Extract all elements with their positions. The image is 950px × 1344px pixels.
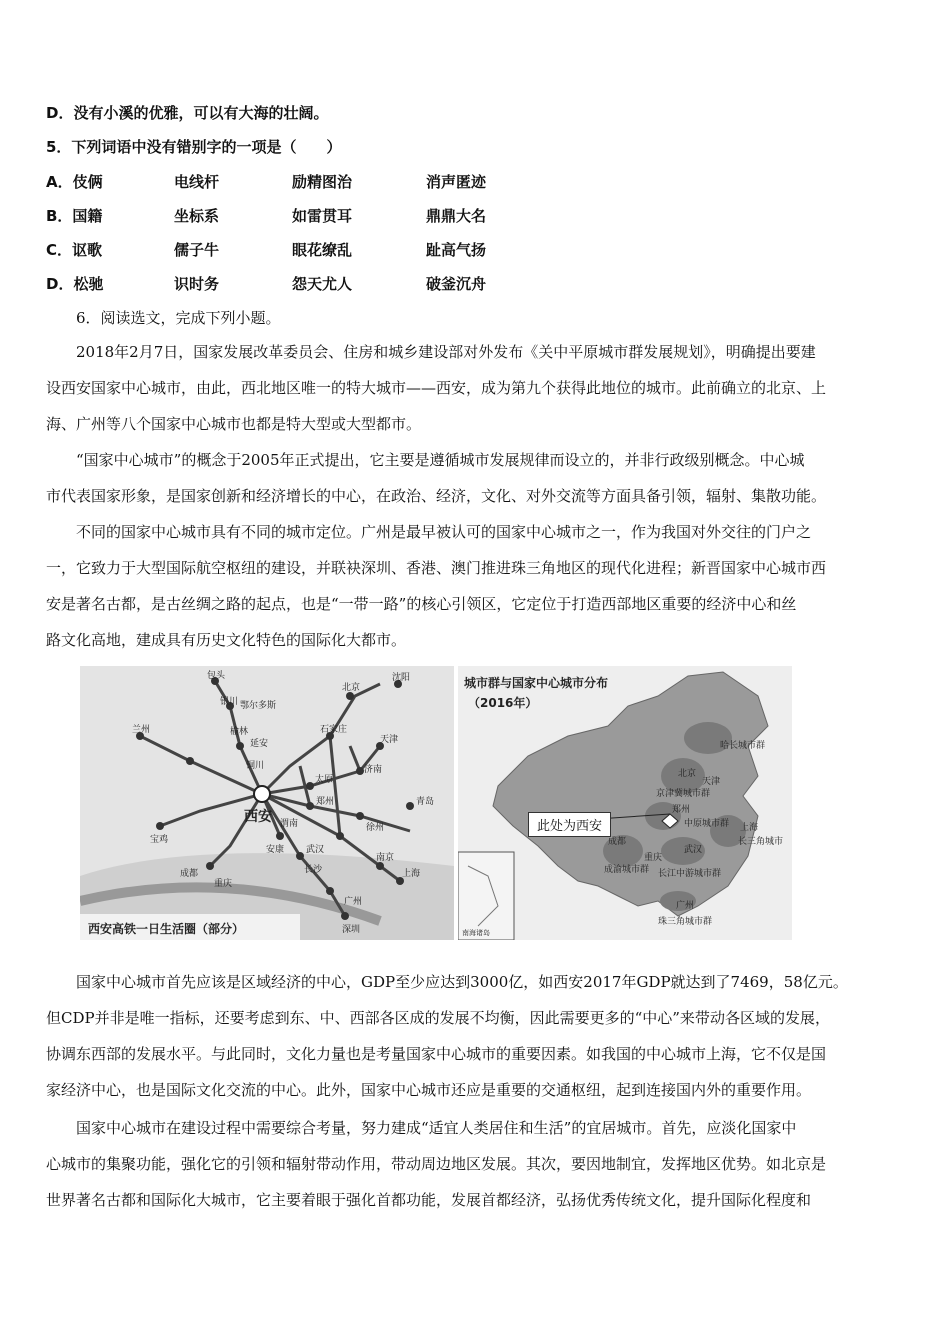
option-word: 儒子牛 — [174, 241, 220, 259]
city-label: 包头 — [207, 671, 226, 681]
xian-center-label: 西安 — [244, 809, 272, 825]
city-label: 兰州 — [132, 725, 151, 735]
city-label: 安康 — [266, 845, 285, 855]
city-label: 武汉 — [306, 845, 325, 855]
xian-callout: 此处为西安 — [528, 812, 611, 837]
option-word: 励精图治 — [292, 173, 353, 191]
paragraph-line: 安是著名古都，是古丝绸之路的起点，也是“一带一路”的核心引领区，它定位于打造西部地区重要的经济中心和丝 — [46, 595, 797, 613]
paragraph-4 — [46, 964, 908, 1108]
paragraph-1 — [46, 334, 908, 442]
paragraph-line: 世界著名古都和国际化大城市，它主要着眼于强化首都功能，发展首都经济，弘扬优秀传统文化，提升国际化程度和 — [46, 1191, 812, 1209]
map-label: 郑州 — [672, 805, 691, 815]
option-label: B．国籍 — [46, 207, 103, 225]
map-label: 武汉 — [684, 845, 703, 855]
paragraph-line: 国家中心城市首先应该是区域经济的中心，GDP至少应达到3000亿，如西安2017年GDP就达到了7469，58亿元。 — [76, 973, 848, 991]
option-word: 趾高气扬 — [426, 241, 487, 259]
paragraph-line: 市代表国家形象，是国家创新和经济增长的中心，在政治、经济，文化、对外交流等方面具备引领，辐射、集散功能。 — [46, 487, 827, 505]
china-city-cluster-map — [458, 666, 792, 940]
option-word: 鼎鼎大名 — [426, 207, 487, 225]
map-label: 南海诸岛 — [462, 929, 490, 937]
figure — [80, 666, 792, 940]
city-label: 长沙 — [304, 865, 323, 875]
map-label: 天津 — [702, 777, 721, 787]
map-year: （2016年） — [468, 696, 538, 710]
city-label: 南京 — [376, 853, 395, 863]
city-label: 郑州 — [316, 797, 335, 807]
city-label: 榆林 — [230, 727, 249, 737]
option-label: C．讴歌 — [46, 241, 103, 259]
city-label: 太原 — [315, 775, 334, 785]
map-label: 重庆 — [644, 853, 663, 863]
city-label: 铜川 — [246, 761, 265, 771]
option-label: D．松驰 — [46, 275, 104, 293]
paragraph-2 — [46, 442, 908, 514]
city-label: 上海 — [402, 869, 421, 879]
option-word: 眼花缭乱 — [292, 241, 353, 259]
paragraph-line: 2018年2月7日，国家发展改革委员会、住房和城乡建设部对外发布《关中平原城市群发展规划》，明确提出要建 — [76, 343, 816, 361]
xian-rail-map — [80, 666, 454, 940]
option-word: 如雷贯耳 — [292, 207, 353, 225]
city-label: 北京 — [342, 683, 361, 693]
map-label: 上海 — [740, 823, 759, 833]
option-word: 识时务 — [174, 275, 220, 293]
map-label: 中原城市群 — [684, 819, 730, 829]
city-label: 石家庄 — [320, 725, 348, 735]
city-label: 广州 — [344, 897, 363, 907]
map-label: 哈长城市群 — [720, 741, 766, 751]
paragraph-line: 家经济中心，也是国际文化交流的中心。此外，国家中心城市还应是重要的交通枢纽，起到连接国内外的重要作用。 — [46, 1081, 812, 1099]
city-label: 沈阳 — [392, 673, 411, 683]
map-label: 广州 — [676, 901, 695, 911]
paragraph-line: “国家中心城市”的概念于2005年正式提出，它主要是遵循城市发展规律而设立的，并非行政级别概念。中心城 — [76, 451, 805, 469]
city-label: 宝鸡 — [150, 835, 169, 845]
map-label: 成都 — [608, 837, 627, 847]
city-label: 深圳 — [342, 925, 361, 935]
map-label: 长三角城市 — [738, 837, 784, 847]
q5-stem: 5．下列词语中没有错别字的一项是（ ） — [46, 138, 342, 156]
map-label: 长江中游城市群 — [658, 869, 722, 879]
city-label: 鄂尔多斯 — [240, 701, 277, 711]
city-label: 青岛 — [416, 797, 435, 807]
paragraph-3 — [46, 514, 908, 658]
city-label: 天津 — [380, 735, 399, 745]
paragraph-line: 一，它致力于大型国际航空枢纽的建设，并联袂深圳、香港、澳门推进珠三角地区的现代化进程；新晋国家中心城市西 — [46, 559, 827, 577]
city-label: 重庆 — [214, 879, 233, 889]
paragraph-line: 路文化高地，建成具有历史文化特色的国际化大都市。 — [46, 631, 407, 649]
option-word: 怨天尤人 — [292, 275, 353, 293]
city-label: 济南 — [364, 765, 383, 775]
paragraph-5 — [46, 1110, 908, 1218]
paragraph-line: 海、广州等八个国家中心城市也都是特大型或大型都市。 — [46, 415, 422, 433]
option-word: 破釜沉舟 — [426, 275, 487, 293]
map-title: 城市群与国家中心城市分布 — [464, 676, 609, 690]
option-word: 坐标系 — [174, 207, 220, 225]
paragraph-line: 心城市的集聚功能，强化它的引领和辐射带动作用，带动周边地区发展。其次，要因地制宜，发挥地区优势。如北京是 — [46, 1155, 827, 1173]
left-figure-caption: 西安高铁一日生活圈（部分） — [88, 922, 245, 936]
map-label: 成渝城市群 — [604, 865, 650, 875]
option-word: 消声匿迹 — [426, 173, 487, 191]
map-label: 京津冀城市群 — [656, 789, 711, 799]
city-label: 徐州 — [366, 823, 385, 833]
city-label: 成都 — [180, 869, 199, 879]
city-label: 渭南 — [280, 819, 299, 829]
q6-stem: 6．阅读选文，完成下列小题。 — [76, 309, 281, 327]
option-label: A．伎俩 — [46, 173, 103, 191]
paragraph-line: 协调东西部的发展水平。与此同时，文化力量也是考量国家中心城市的重要因素。如我国的中心城市上海，它不仅是国 — [46, 1045, 827, 1063]
paragraph-line: 但CDP并非是唯一指标，还要考虑到东、中、西部各区成的发展不均衡，因此需要更多的“中心”来带动各区域的发展， — [46, 1009, 830, 1027]
paragraph-line: 不同的国家中心城市具有不同的城市定位。广州是最早被认可的国家中心城市之一，作为我国对外交往的门户之 — [76, 523, 812, 541]
q4-option-d: D．没有小溪的优雅，可以有大海的壮阔。 — [46, 104, 329, 122]
paragraph-line: 国家中心城市在建设过程中需要综合考量，努力建成“适宜人类居住和生活”的宜居城市。首先，应淡化国家中 — [76, 1119, 797, 1137]
city-label: 延安 — [250, 739, 269, 749]
option-word: 电线杆 — [174, 173, 220, 191]
map-label: 北京 — [678, 769, 697, 779]
city-label: 银川 — [220, 697, 239, 707]
map-label: 珠三角城市群 — [658, 917, 713, 927]
paragraph-line: 设西安国家中心城市，由此，西北地区唯一的特大城市——西安，成为第九个获得此地位的城市。此前确立的北京、上 — [46, 379, 827, 397]
